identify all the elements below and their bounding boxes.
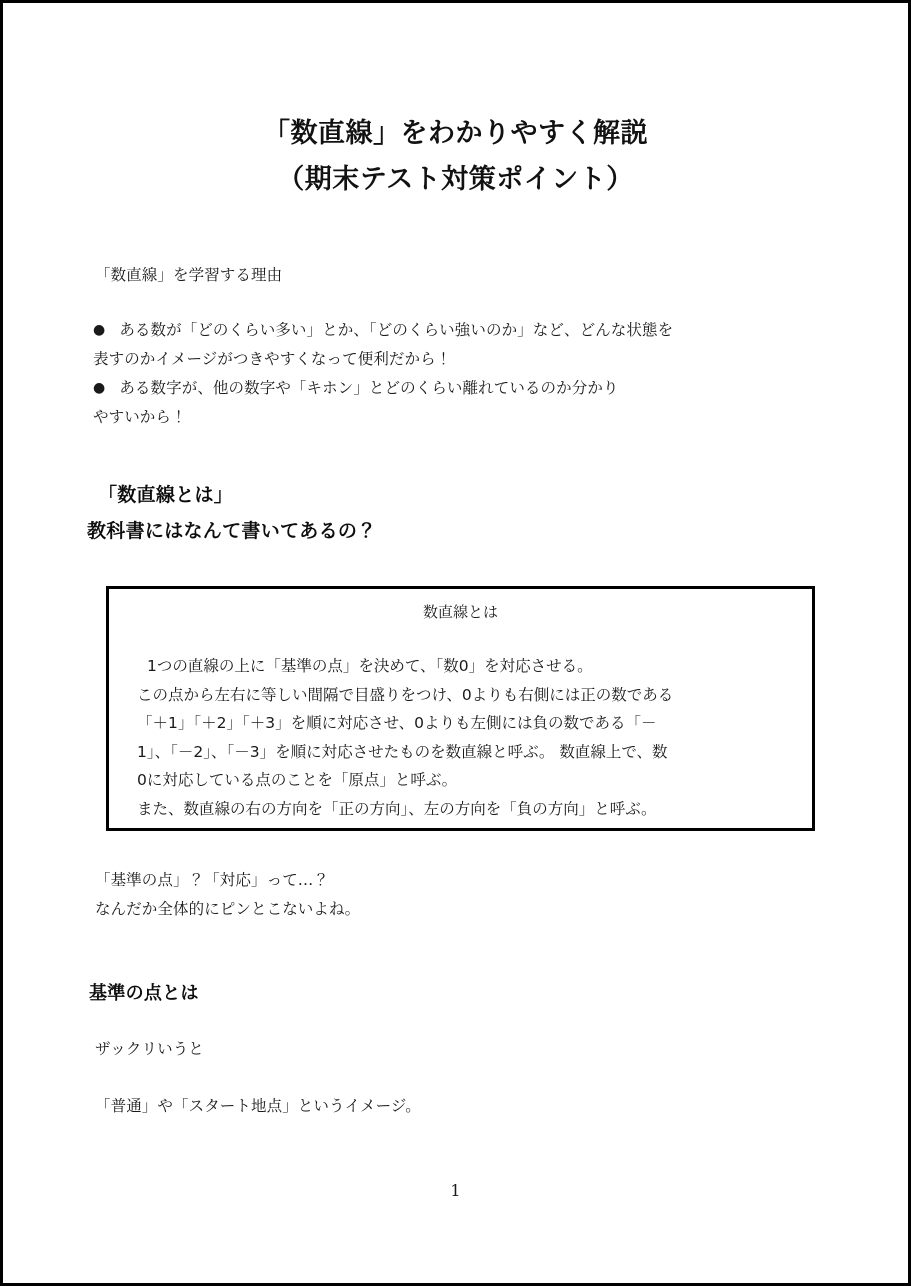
kijun-text-image: 「普通」や「スタート地点」というイメージ。 <box>95 1097 421 1115</box>
page-title-line-2: （期末テスト対策ポイント） <box>277 164 634 195</box>
post-box-note <box>95 866 360 924</box>
definition-line: 「＋1」「＋2」「＋3」を順に対応させ、0よりも左側には負の数である「－ <box>137 714 657 732</box>
definition-box-title: 数直線とは <box>422 603 498 621</box>
page-title-line-1: 「数直線」をわかりやすく解説 <box>263 118 648 149</box>
section-heading-textbook: 教科書にはなんて書いてあるの？ <box>87 520 377 542</box>
reason-item <box>93 316 823 345</box>
reason-text-line-1: ある数が「どのくらい多い」とか、「どのくらい強いのか」など、どんな状態を <box>119 321 674 339</box>
intro-label: 「数直線」を学習する理由 <box>95 266 283 284</box>
definition-line: 1」、「－2」、「－3」を順に対応させたものを数直線と呼ぶ。 数直線上で、数 <box>137 742 668 761</box>
reason-item <box>93 374 823 403</box>
post-box-note-line-1: 「基準の点」？「対応」って…？ <box>95 871 330 889</box>
definition-line: また、数直線の右の方向を「正の方向」、左の方向を「負の方向」と呼ぶ。 <box>137 799 657 818</box>
post-box-note-line-2: なんだか全体的にピンとこないよね。 <box>95 900 361 918</box>
definition-line: 0に対応している点のことを「原点」と呼ぶ。 <box>137 771 458 789</box>
definition-line: この点から左右に等しい間隔で目盛りをつけ、0よりも右側には正の数である <box>137 685 674 704</box>
bullet-icon: ● <box>93 322 106 338</box>
reason-continuation: やすいから！ <box>93 408 187 426</box>
section-heading-kijun: 基準の点とは <box>89 983 199 1004</box>
page-title <box>3 111 908 203</box>
reason-text-line-1: ある数字が、他の数字や「キホン」とどのくらい離れているのか分かり <box>119 379 619 397</box>
bullet-icon: ● <box>93 380 106 396</box>
definition-box-body <box>109 652 812 823</box>
reason-list <box>93 316 823 432</box>
kijun-text-zakkuri: ザックリいうと <box>95 1040 204 1058</box>
definition-line: 1つの直線の上に「基準の点」を決めて、「数0」を対応させる。 <box>147 657 593 675</box>
section-heading-number-line: 「数直線とは」 <box>98 484 234 506</box>
definition-box <box>106 586 815 831</box>
page-number: 1 <box>450 1181 461 1200</box>
reason-continuation: 表すのかイメージがつきやすくなって便利だから！ <box>93 350 452 368</box>
